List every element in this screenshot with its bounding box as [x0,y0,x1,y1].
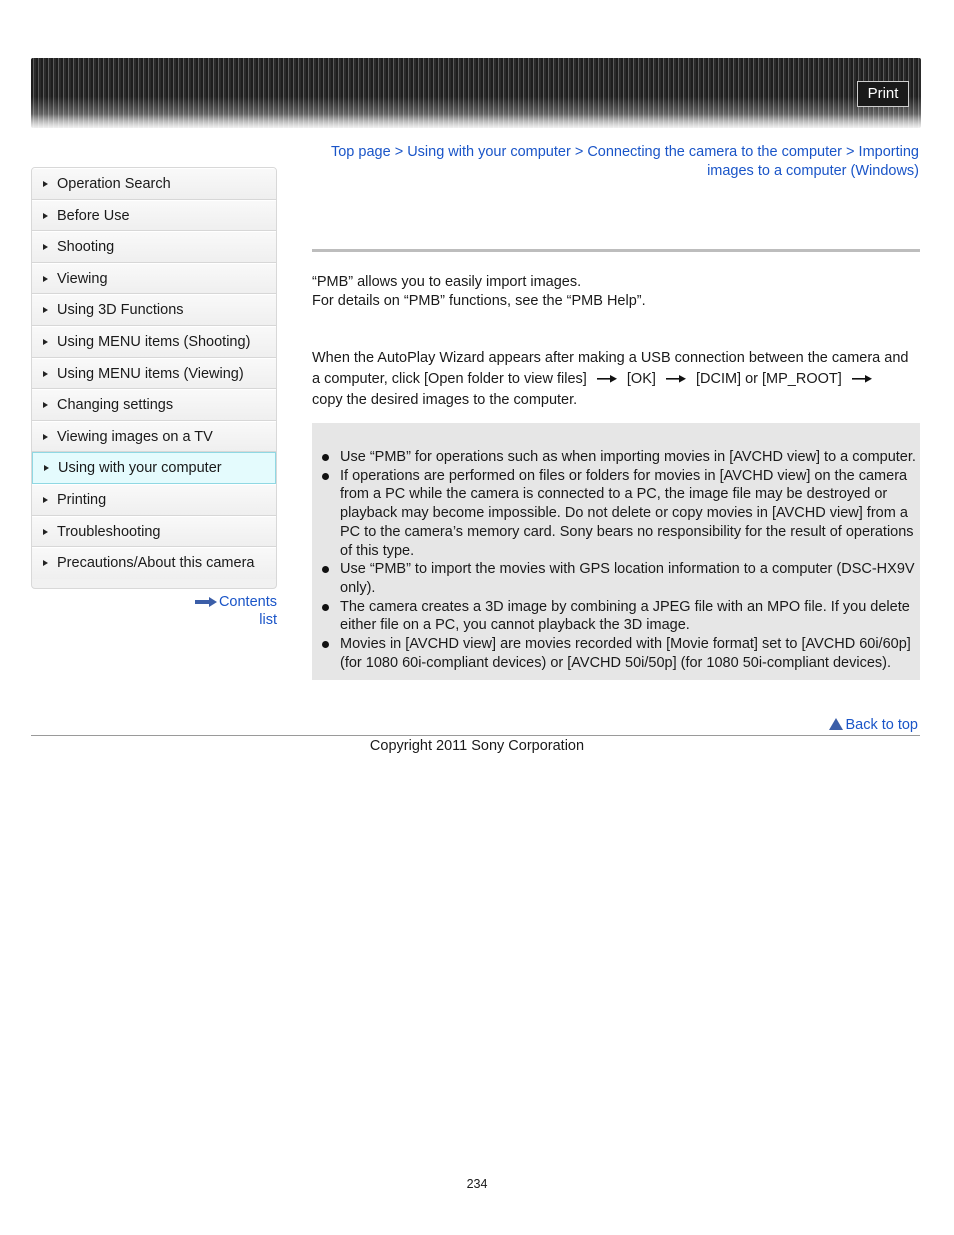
note-item [312,467,920,561]
breadcrumb-using-with-computer[interactable]: Using with your computer [407,144,571,160]
sidebar-item-operation-search[interactable] [32,168,276,200]
bullet-icon [322,566,329,573]
triangle-right-icon [43,371,48,377]
sidebar-item-label: Using 3D Functions [57,302,184,319]
back-to-top-label: Back to top [845,717,918,733]
autoplay-step-dcim: [DCIM] or [MP_ROOT] [695,371,842,387]
bullet-icon [322,641,329,648]
triangle-right-icon [43,339,48,345]
sidebar-item-viewing-tv[interactable] [32,421,276,453]
autoplay-step-ok: [OK] [626,371,656,387]
sidebar-item-viewing[interactable] [32,263,276,295]
sidebar-item-menu-viewing[interactable] [32,358,276,390]
sidebar-item-troubleshooting[interactable] [32,516,276,548]
bullet-icon [322,473,329,480]
breadcrumb-separator: > [574,144,584,160]
triangle-right-icon [43,434,48,440]
breadcrumb-importing-images[interactable]: Importing images to a computer (Windows) [707,144,919,179]
note-item [312,448,920,467]
back-to-top-link[interactable] [829,716,918,734]
sidebar-item-before-use[interactable] [32,200,276,232]
triangle-right-icon [43,276,48,282]
page-number: 234 [466,1177,488,1191]
triangle-right-icon [43,497,48,503]
contents-list-link[interactable] [175,593,277,629]
sidebar-item-label: Shooting [57,239,115,256]
note-item [312,598,920,635]
notes-box [312,423,920,680]
copyright-text: Copyright 2011 Sony Corporation [369,738,585,754]
triangle-right-icon [43,402,48,408]
sidebar-item-menu-shooting[interactable] [32,326,276,358]
title-divider [312,249,920,252]
note-item [312,635,920,672]
autoplay-step-copy: copy the desired images to the computer. [312,392,578,408]
autoplay-instructions [312,348,912,411]
triangle-right-icon [43,560,48,566]
sidebar-item-shooting[interactable] [32,231,276,263]
sidebar-item-label: Using MENU items (Viewing) [57,365,244,382]
sidebar-item-using-with-computer[interactable] [32,452,276,484]
intro-text-line1: “PMB” allows you to easily import images. [312,274,582,290]
breadcrumb-connecting-camera[interactable]: Connecting the camera to the computer [587,144,843,160]
sidebar-item-label: Before Use [57,207,130,224]
header-banner [31,58,921,128]
bullet-icon [322,604,329,611]
breadcrumb-top-page[interactable]: Top page [330,144,391,160]
note-text: Use “PMB” for operations such as when importing movies in [AVCHD view] to a computer. [340,449,916,465]
sidebar-item-label: Operation Search [57,176,171,192]
sidebar-item-printing[interactable] [32,484,276,516]
sidebar-item-3d-functions[interactable] [32,294,276,326]
sidebar-item-label: Using with your computer [58,460,222,477]
triangle-right-icon [43,213,48,219]
contents-list-label: Contents list [218,594,277,628]
note-text: Movies in [AVCHD view] are movies recorded with [Movie format] set to [AVCHD 60i/60p] (for 1080 60i-compliant devices) or [AVCHD 50i/50p] (for 1080 50i-compliant devices). [340,636,911,671]
breadcrumb [312,143,919,181]
bullet-icon [322,454,329,461]
sidebar-item-label: Precautions/About this camera [57,555,255,572]
sidebar-item-precautions[interactable] [32,547,276,579]
autoplay-lead: When the AutoPlay Wizard appears after making a USB connection between the camera and a computer, click [Open folder to view files] [312,350,909,387]
sidebar-nav [31,167,277,589]
arrow-right-icon [666,375,686,383]
footer-divider [31,735,920,736]
sidebar-item-changing-settings[interactable] [32,389,276,421]
arrow-right-icon [195,597,217,607]
notes-list [312,448,920,672]
intro-text-line2: For details on “PMB” functions, see the “PMB Help”. [312,293,646,309]
triangle-right-icon [43,529,48,535]
note-text: The camera creates a 3D image by combining a JPEG file with an MPO file. If you delete either file on a PC, you cannot playback the 3D image. [340,598,910,634]
triangle-right-icon [43,307,48,313]
sidebar-item-label: Troubleshooting [57,523,161,540]
sidebar-item-label: Printing [57,491,107,508]
sidebar-item-label: Changing settings [57,397,174,414]
note-text: If operations are performed on files or folders for movies in [AVCHD view] on the camera from a PC while the camera is connected to a PC, the image file may be destroyed or playback may become impossible. Do not delete or copy movies in [AVCHD view] from a PC to the camera’s memory card. Sony bears no responsibility for the result of operations of this type. [340,467,914,559]
triangle-right-icon [43,181,48,187]
breadcrumb-separator: > [846,144,855,160]
triangle-right-icon [44,465,49,471]
sidebar-item-label: Viewing [57,270,108,287]
breadcrumb-separator: > [394,144,404,160]
note-item [312,560,920,597]
triangle-right-icon [43,244,48,250]
sidebar-item-label: Viewing images on a TV [57,428,213,445]
arrow-right-icon [597,375,617,383]
triangle-up-icon [829,718,843,730]
arrow-right-icon [852,375,872,383]
print-button[interactable]: Print [857,81,909,107]
note-text: Use “PMB” to import the movies with GPS location information to a computer (DSC-HX9V only). [340,561,915,596]
sidebar-item-label: Using MENU items (Shooting) [57,333,251,350]
